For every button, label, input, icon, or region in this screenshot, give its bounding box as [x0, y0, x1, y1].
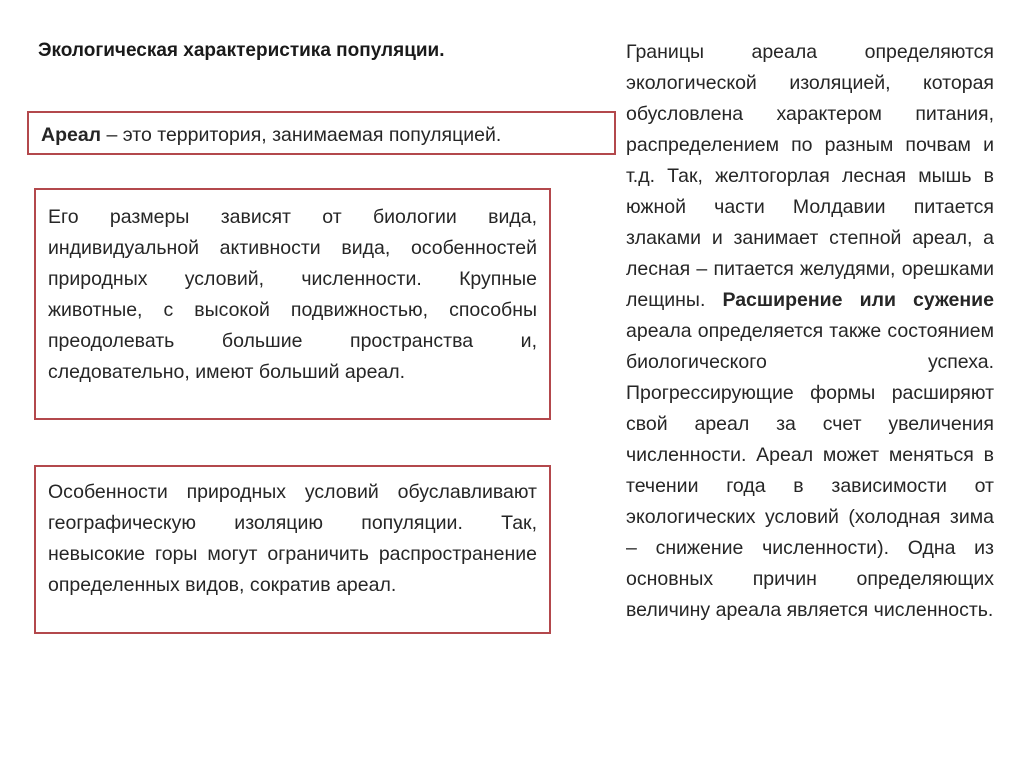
range-change-emphasis: Расширение или сужение [722, 289, 994, 311]
size-factors-box [34, 188, 551, 420]
slide-title: Экологическая характеристика популяции. [38, 40, 445, 61]
range-boundaries-rest: ареала определяется также состоянием биологического успеха. Прогрессирующие формы расширяют свой ареал за счет увеличения численности. Ареал может меняться в течении года в зависимости от экологических условий (холодная зима – снижение численности). Одна из основных причин определяющих величину ареала является численность. [626, 320, 994, 621]
range-boundaries-column [626, 37, 994, 626]
isolation-box [34, 465, 551, 634]
isolation-text: Особенности природных условий обуславливают географическую изоляцию популяции. Так, невысокие горы могут ограничить распространение определенных видов, сократив ареал. [48, 481, 537, 596]
definition-box [27, 111, 616, 155]
definition-text: – это территория, занимаемая популяцией. [101, 124, 502, 146]
definition-term: Ареал [41, 124, 102, 146]
size-factors-text: Его размеры зависят от биологии вида, индивидуальной активности вида, особенностей природных условий, численности. Крупные животные, с высокой подвижностью, способны преодолевать большие пространства и, следовательно, имеют больший ареал. [48, 206, 537, 383]
range-boundaries-intro: Границы ареала определяются экологической изоляцией, которая обусловлена характером питания, распределением по разным почвам и т.д. Так, желтогорлая лесная мышь в южной части Молдавии питается злаками и занимает степной ареал, а лесная – питается желудями, орешками лещины. [626, 41, 994, 311]
